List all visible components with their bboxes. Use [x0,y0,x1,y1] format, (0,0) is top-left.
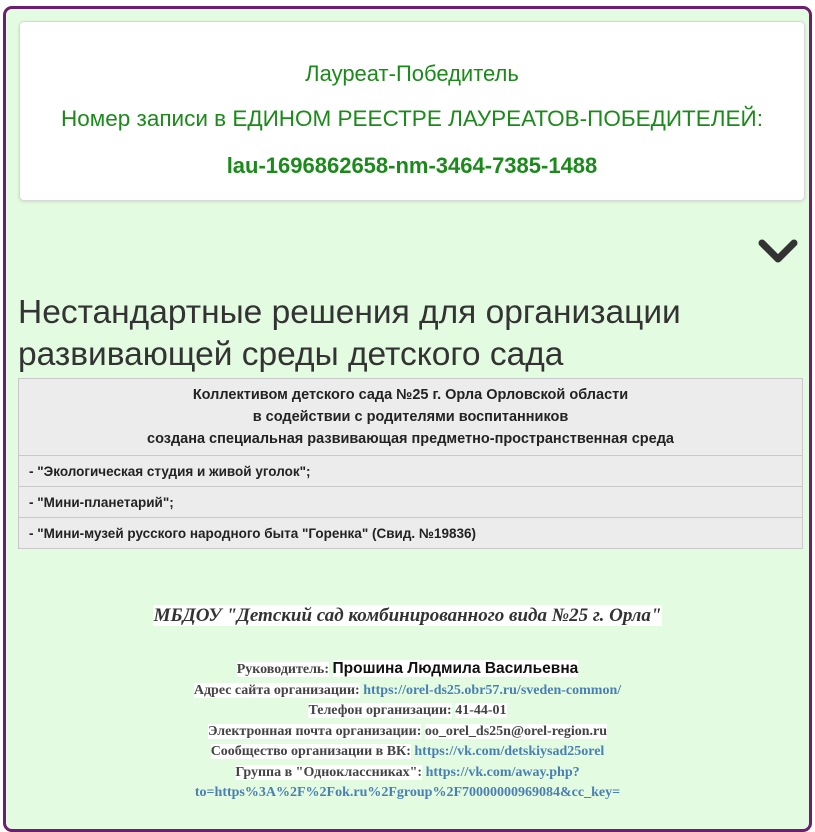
table-item: - "Экологическая студия и живой уголок"; [19,456,803,487]
contacts-block [6,659,809,804]
header-line: Коллективом детского сада №25 г. Орла Орловской области [192,387,629,403]
site-label: Адрес сайта организации: [193,682,360,698]
table-item: - "Мини-планетарий"; [19,487,803,518]
ok-row-continued [6,783,809,804]
table-item: - "Мини-музей русского народного быта "Горенка" (Свид. №19836) [19,518,803,549]
page-title: Нестандартные решения для организации развивающей среды детского сада [18,294,681,373]
page-frame [3,6,812,832]
email-value: oo_orel_ds25n@orel-region.ru [424,723,608,739]
ok-link-part1[interactable]: https://vk.com/away.php? [425,764,580,780]
table-row [19,456,803,487]
organization-name [6,605,809,627]
table-row [19,518,803,549]
phone-row [6,701,809,722]
organization-name-text: МБДОУ "Детский сад комбинированного вида №25 г. Орла" [153,605,662,626]
registry-line: Номер записи в ЕДИНОМ РЕЕСТРЕ ЛАУРЕАТОВ-ПОБЕДИТЕЛЕЙ: [61,106,763,131]
laureate-title: Лауреат-Победитель [305,61,519,86]
record-number: lau-1696862658-nm-3464-7385-1488 [226,153,598,178]
head-label: Руководитель: [236,662,329,677]
header-line: в содействии с родителями воспитанников [252,409,569,425]
phone-value: 41-44-01 [455,703,507,718]
table-row [19,487,803,518]
vk-label: Сообщество организации в ВК: [210,744,411,759]
header-line: создана специальная развивающая предметно-пространственная среда [147,431,674,447]
table-header-cell [19,379,803,456]
chevron-down-icon[interactable] [757,236,799,266]
vk-row [6,742,809,763]
head-name: Прошина Людмила Васильевна [332,660,579,677]
phone-label: Телефон организации: [308,703,452,718]
ok-row [6,763,809,784]
laureate-card [19,21,805,201]
vk-link[interactable]: https://vk.com/detskiysad25orel [414,744,605,759]
info-table [18,378,803,549]
site-link[interactable]: https://orel-ds25.obr57.ru/sveden-common/ [363,682,622,698]
email-label: Электронная почта организации: [207,723,422,739]
email-row [6,722,809,743]
ok-link-part2[interactable]: to=https%3A%2F%2Fok.ru%2Fgroup%2F70000000969084&cc_key= [194,785,621,800]
head-row [6,659,809,681]
ok-label: Группа в "Одноклассниках": [235,764,423,780]
site-row [6,681,809,702]
